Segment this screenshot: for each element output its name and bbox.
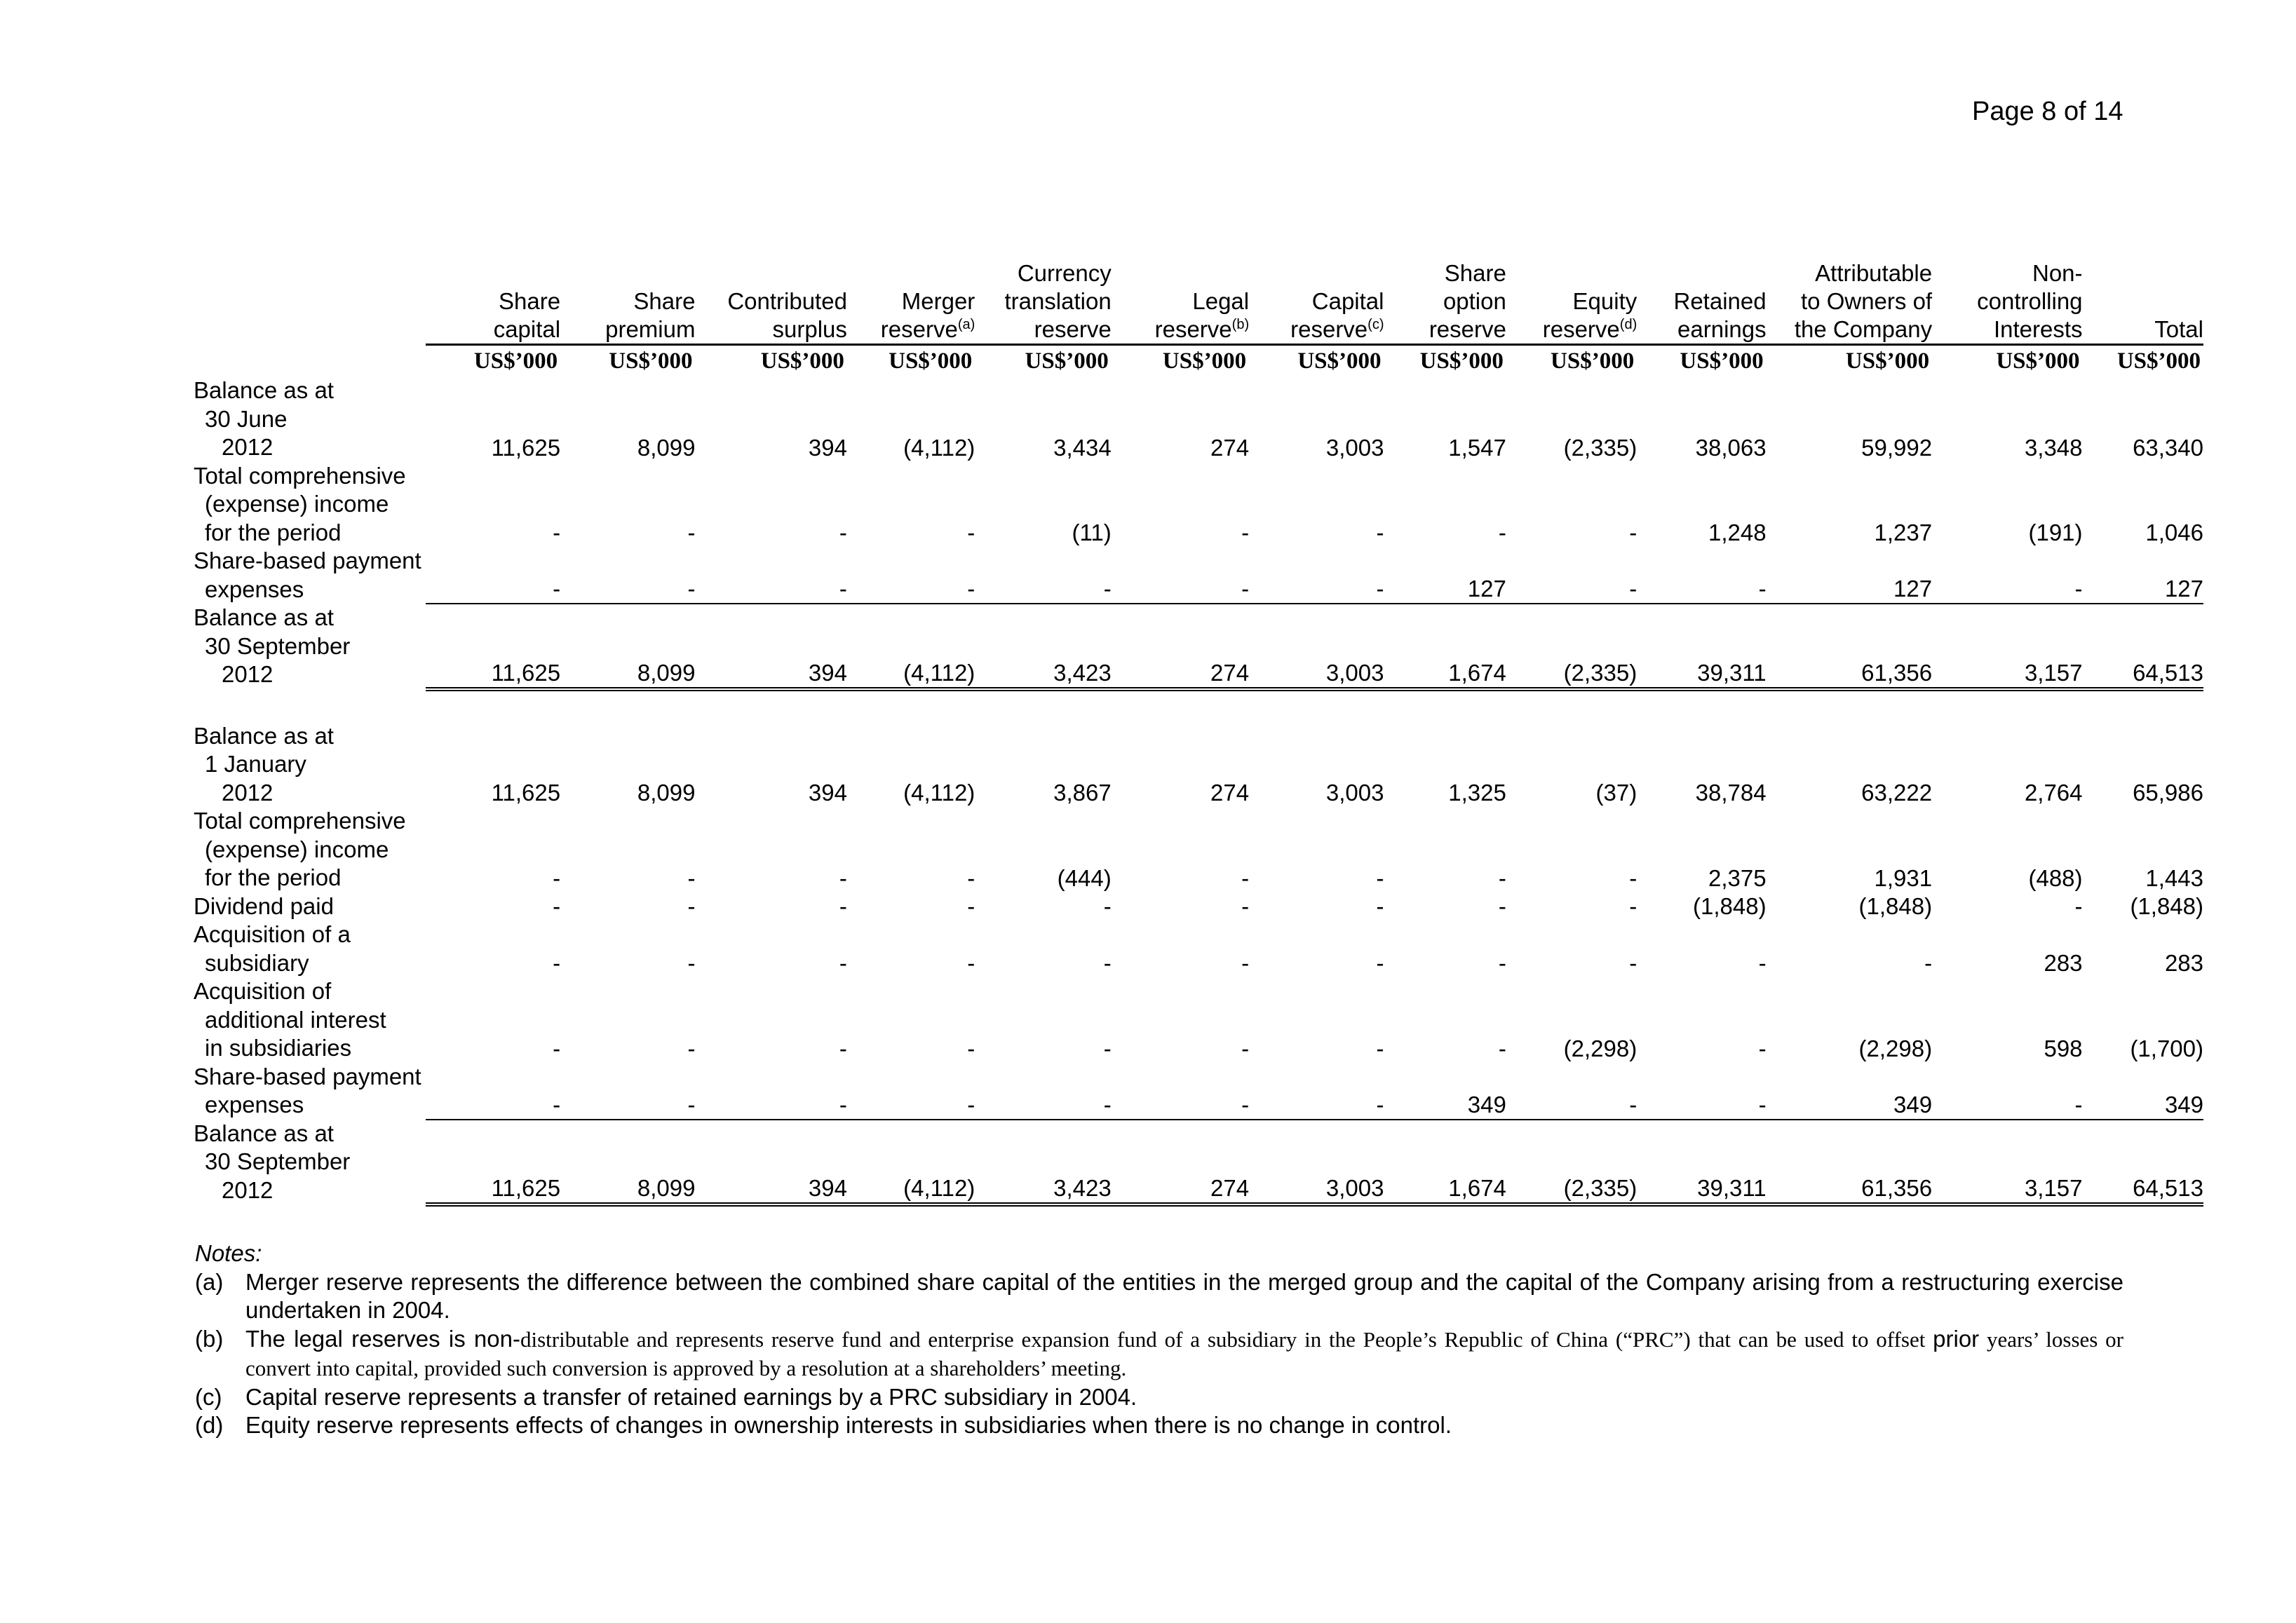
table-cell: - [687, 864, 696, 891]
table-cell: - [847, 1063, 975, 1120]
header-label-cell [194, 259, 426, 345]
column-header [1506, 259, 1637, 345]
table-cell: 274 [1210, 434, 1250, 461]
table-cell: 38,784 [1695, 780, 1767, 806]
table-cell: - [1376, 520, 1384, 545]
table-cell: 3,003 [1325, 780, 1384, 806]
note-text: The legal reserves is non- [245, 1325, 520, 1352]
table-cell: 349 [1767, 1063, 1932, 1120]
row-label-line: Share-based payment [194, 1063, 421, 1089]
table-row [194, 547, 2203, 604]
column-header [426, 259, 560, 345]
table-cell: 349 [1384, 1063, 1506, 1120]
note-key: (a) [195, 1268, 224, 1295]
table-cell: - [1498, 864, 1506, 891]
table-cell: (1,848) [1693, 893, 1767, 919]
row-label [194, 547, 426, 604]
table-cell: 1,443 [2145, 864, 2203, 891]
row-label-line: in subsidiaries [205, 1035, 352, 1061]
table-cell: 3,423 [975, 1120, 1111, 1205]
row-label-line: Total comprehensive [194, 808, 406, 834]
table-cell: 1,248 [1708, 520, 1767, 545]
table-cell: - [553, 1035, 561, 1061]
table-cell: 1,931 [1874, 864, 1933, 891]
table-cell: (1,848) [1858, 893, 1933, 919]
gap-cell [194, 689, 2203, 722]
column-header-line [1112, 315, 1249, 344]
column-header-line: option [1443, 288, 1506, 314]
table-cell: - [560, 1063, 695, 1120]
note-key: (c) [195, 1383, 222, 1410]
row-label-line: expenses [205, 1092, 304, 1118]
table-cell: - [1241, 864, 1250, 891]
column-header-line: reserve [1034, 316, 1112, 342]
table-cell: (2,335) [1563, 434, 1637, 461]
unit-label: US$’000 [695, 345, 846, 377]
table-cell: (2,298) [1858, 1035, 1933, 1061]
table-cell: - [1637, 547, 1766, 604]
table-row [194, 892, 2203, 921]
table-cell: 1,674 [1384, 604, 1506, 689]
unit-label: US$’000 [1637, 345, 1766, 377]
row-label-line: (expense) income [205, 491, 389, 517]
row-label-line: 30 September [205, 632, 351, 659]
column-header-line: controlling [1977, 288, 2083, 314]
column-header-text: reserve [880, 316, 958, 342]
row-label-line: Total comprehensive [194, 462, 406, 489]
table-cell: 394 [695, 1120, 846, 1205]
table-cell: 11,625 [491, 434, 561, 461]
table-cell: 63,222 [1861, 780, 1933, 806]
table-cell: - [1924, 950, 1933, 976]
table-cell: - [967, 864, 975, 891]
notes [195, 1240, 2123, 1440]
column-header-line: surplus [772, 316, 847, 342]
unit-label: US$’000 [1506, 345, 1637, 377]
table-row [194, 921, 2203, 977]
column-header [1932, 259, 2082, 345]
table-cell: - [695, 547, 846, 604]
table-cell: - [1932, 1063, 2082, 1120]
table-cell: 2,764 [2024, 780, 2083, 806]
table-cell: - [1758, 950, 1767, 976]
column-header-line: Share [1444, 260, 1506, 286]
table-cell: 8,099 [560, 604, 695, 689]
column-header-row [194, 259, 2203, 345]
column-header-line: Share [499, 288, 561, 314]
table-cell: 3,423 [975, 604, 1111, 689]
table-cell: 274 [1112, 604, 1249, 689]
column-header-text: reserve [1290, 316, 1368, 342]
table-cell: - [1376, 950, 1384, 976]
table-row [194, 1063, 2203, 1120]
table-cell: - [1506, 1063, 1637, 1120]
table-cell: 274 [1112, 1120, 1249, 1205]
footnote-marker: (c) [1368, 317, 1384, 332]
row-label-line: additional interest [205, 1006, 386, 1033]
table-cell: (2,335) [1506, 604, 1637, 689]
table-cell: - [553, 520, 561, 545]
row-label-line: for the period [205, 519, 342, 545]
table-cell: 283 [2164, 950, 2203, 976]
note-text: Equity reserve represents effects of changes in ownership interests in subsidiaries when there is no change in control. [245, 1412, 1452, 1438]
row-label-line: Share-based payment [194, 548, 421, 573]
row-label [194, 807, 426, 892]
row-label-line: expenses [205, 576, 304, 602]
note-b [195, 1325, 2123, 1383]
table-cell: (4,112) [903, 434, 975, 461]
table-cell: - [1629, 950, 1637, 976]
row-label [194, 1120, 426, 1205]
table-cell: 3,157 [1932, 604, 2082, 689]
column-header [1767, 259, 1932, 345]
note-text-serif: distributable and represents reserve fund and enterprise expansion fund of a subsidiary in the People’s Republic of China (“PRC”) that can be used to offset [520, 1326, 1933, 1352]
table-cell: 8,099 [637, 434, 696, 461]
notes-heading: Notes: [195, 1240, 262, 1266]
table-cell: - [839, 864, 847, 891]
table-cell: - [847, 547, 975, 604]
section-gap [194, 689, 2203, 722]
table-cell: (4,112) [847, 1120, 975, 1205]
note-text-serif: years’ losses or convert into capital, provided such conversion is approved by a resolution at a shareholders’ meeting. [245, 1326, 2123, 1380]
table-cell: - [687, 893, 696, 919]
table-cell: 8,099 [560, 1120, 695, 1205]
table-cell: - [839, 893, 847, 919]
table-cell: - [1637, 1063, 1766, 1120]
table-cell: - [1241, 950, 1250, 976]
table-cell: - [839, 520, 847, 545]
row-label-line: Balance as at [194, 722, 334, 749]
table-cell: 39,311 [1637, 604, 1766, 689]
table-cell: - [695, 1063, 846, 1120]
table-cell: 283 [2044, 950, 2083, 976]
column-header-line: Retained [1673, 288, 1767, 314]
note-key: (b) [195, 1325, 224, 1352]
table-cell: 349 [2083, 1063, 2203, 1120]
column-header-line: Share [633, 288, 696, 314]
table-cell: 59,992 [1861, 434, 1933, 461]
table-cell: - [1376, 1035, 1384, 1061]
column-header-line: translation [1004, 288, 1112, 314]
unit-label: US$’000 [847, 345, 975, 377]
table-cell: - [975, 547, 1111, 604]
column-header [975, 259, 1111, 345]
table-cell: 1,046 [2145, 520, 2203, 545]
table-cell: 598 [2044, 1035, 2083, 1061]
unit-label: US$’000 [1384, 345, 1506, 377]
row-label-line: for the period [205, 864, 342, 890]
table-cell: 274 [1210, 780, 1250, 806]
table-cell: - [1506, 547, 1637, 604]
table-cell: 3,348 [2024, 434, 2083, 461]
column-header-line: the Company [1794, 316, 1933, 342]
row-label-line: 2012 [222, 1176, 274, 1203]
row-label [194, 1063, 426, 1120]
table-cell: 61,356 [1767, 1120, 1932, 1205]
column-header-line: Capital [1311, 288, 1384, 314]
unit-blank-cell [194, 345, 426, 377]
table-cell: - [967, 950, 975, 976]
table-cell: 3,157 [1932, 1120, 2082, 1205]
row-label-line: 2012 [222, 434, 274, 460]
table-cell: 127 [2083, 547, 2203, 604]
table-cell: 3,003 [1249, 1120, 1384, 1205]
table-cell: 11,625 [491, 780, 561, 806]
table-cell: (37) [1595, 780, 1637, 806]
footnote-marker: (b) [1231, 317, 1250, 332]
table-cell: - [1241, 520, 1250, 545]
table-cell: - [1376, 864, 1384, 891]
table-cell: - [1241, 893, 1250, 919]
table-cell: - [553, 864, 561, 891]
table-cell: - [1112, 547, 1249, 604]
row-label-line: Acquisition of [194, 978, 332, 1004]
table-cell: (444) [1057, 864, 1112, 891]
column-header [2083, 259, 2203, 345]
column-header-line [1506, 315, 1637, 344]
column-header-line: Total [2154, 316, 2203, 342]
table-cell: - [967, 520, 975, 545]
note-text: Capital reserve represents a transfer of retained earnings by a PRC subsidiary in 2004. [245, 1383, 1137, 1410]
column-header-line: reserve [1429, 316, 1506, 342]
table-cell: 1,674 [1384, 1120, 1506, 1205]
row-label-line: Balance as at [194, 1120, 334, 1146]
table-cell: 3,003 [1325, 434, 1384, 461]
row-label [194, 921, 426, 977]
column-header-line: to Owners of [1801, 288, 1933, 314]
table-cell: 394 [808, 434, 847, 461]
row-label-line: 2012 [222, 661, 274, 687]
table-cell: - [560, 547, 695, 604]
table-cell: - [1103, 950, 1112, 976]
row-label [194, 462, 426, 548]
table-row [194, 1120, 2203, 1205]
unit-label: US$’000 [1932, 345, 2082, 377]
table-cell: - [1629, 520, 1637, 545]
table-cell: - [839, 1035, 847, 1061]
column-header-line: Merger [901, 288, 975, 314]
unit-label: US$’000 [560, 345, 695, 377]
table-cell: 1,325 [1448, 780, 1506, 806]
table-cell: - [687, 950, 696, 976]
table-cell: - [975, 1063, 1111, 1120]
column-header-line: Interests [1993, 316, 2083, 342]
table-cell: - [1629, 864, 1637, 891]
row-label-line: Dividend paid [194, 892, 334, 919]
row-label [194, 604, 426, 689]
table-cell: 64,513 [2083, 1120, 2203, 1205]
table-cell: - [1376, 893, 1384, 919]
unit-label: US$’000 [1112, 345, 1249, 377]
column-header-line: Contributed [727, 288, 847, 314]
table-cell: - [1498, 1035, 1506, 1061]
row-label-line: 1 January [205, 751, 306, 777]
column-header [695, 259, 846, 345]
table-row [194, 977, 2203, 1063]
table-cell: - [1758, 1035, 1767, 1061]
column-header [1637, 259, 1766, 345]
table-row [194, 376, 2203, 462]
column-header [560, 259, 695, 345]
table-cell: 127 [1384, 547, 1506, 604]
row-label [194, 892, 426, 921]
table-cell: - [1103, 893, 1112, 919]
row-label-line: Balance as at [194, 604, 334, 630]
column-header-line: Currency [1017, 260, 1112, 286]
table-cell: - [1932, 547, 2082, 604]
table-cell: 11,625 [426, 1120, 560, 1205]
note-text: prior [1933, 1325, 1980, 1352]
table-cell: - [1112, 1063, 1249, 1120]
table-cell: (2,298) [1563, 1035, 1637, 1061]
row-label-line: (expense) income [205, 836, 389, 862]
table-cell: - [1249, 1063, 1384, 1120]
table-row [194, 462, 2203, 548]
table-cell: 63,340 [2133, 434, 2203, 461]
column-header [1112, 259, 1249, 345]
column-header-line: earnings [1677, 316, 1767, 342]
table-cell: - [426, 547, 560, 604]
table-row [194, 807, 2203, 892]
table-cell: 64,513 [2083, 604, 2203, 689]
table-cell: (11) [1072, 520, 1112, 545]
table-cell: 3,434 [1053, 434, 1112, 461]
table-cell: - [839, 950, 847, 976]
table-cell: (488) [2028, 864, 2083, 891]
table-cell: 394 [695, 604, 846, 689]
unit-row [194, 345, 2203, 377]
row-label-line: 2012 [222, 779, 274, 806]
table-cell: 38,063 [1695, 434, 1767, 461]
row-label-line: 30 September [205, 1148, 351, 1174]
footnote-marker: (a) [957, 317, 975, 332]
column-header-line: Equity [1572, 288, 1637, 314]
table-cell: 2,375 [1708, 864, 1767, 891]
table-cell: (4,112) [847, 604, 975, 689]
table-cell: (1,848) [2130, 893, 2203, 919]
table-cell: - [1103, 1035, 1112, 1061]
table-cell: 1,547 [1448, 434, 1506, 461]
table-cell: - [687, 520, 696, 545]
table-cell: - [1629, 893, 1637, 919]
note-c [195, 1383, 2123, 1412]
table-cell: - [553, 950, 561, 976]
unit-label: US$’000 [426, 345, 560, 377]
table-row [194, 722, 2203, 808]
table-cell: 61,356 [1767, 604, 1932, 689]
column-header-line: capital [493, 316, 561, 342]
table-cell: - [687, 1035, 696, 1061]
column-header-text: reserve [1542, 316, 1620, 342]
row-label [194, 977, 426, 1063]
unit-label: US$’000 [1249, 345, 1384, 377]
table-cell: (1,700) [2130, 1035, 2203, 1061]
column-header-line [847, 315, 975, 344]
column-header [847, 259, 975, 345]
table-cell: - [426, 1063, 560, 1120]
unit-label: US$’000 [1767, 345, 1932, 377]
table-cell: - [1249, 547, 1384, 604]
table-cell: - [2074, 893, 2083, 919]
column-header-line: Attributable [1815, 260, 1933, 286]
table-cell: 39,311 [1637, 1120, 1766, 1205]
note-d [195, 1411, 2123, 1440]
column-header-line [1249, 315, 1384, 344]
statement-of-changes-in-equity [194, 259, 2203, 1207]
table-cell: - [967, 893, 975, 919]
table-cell: - [1241, 1035, 1250, 1061]
table-cell: 1,237 [1874, 520, 1933, 545]
table-cell: - [1498, 520, 1506, 545]
row-label-line: Balance as at [194, 377, 334, 403]
table-cell: 8,099 [637, 780, 696, 806]
table-cell: - [967, 1035, 975, 1061]
row-label-line: 30 June [205, 405, 288, 432]
table-cell: - [1498, 893, 1506, 919]
column-header-line: Legal [1192, 288, 1250, 314]
table-cell: 394 [808, 780, 847, 806]
column-header [1249, 259, 1384, 345]
note-text: Merger reserve represents the difference between the combined share capital of the entities in the merged group and the capital of the Company arising from a restructuring exercise undertaken in 2004. [245, 1268, 2123, 1323]
footnote-marker: (d) [1619, 317, 1637, 332]
note-key: (d) [195, 1412, 224, 1438]
table-cell: - [553, 893, 561, 919]
table-row [194, 604, 2203, 689]
column-header [1384, 259, 1506, 345]
table-cell: - [1498, 950, 1506, 976]
table-cell: 3,003 [1249, 604, 1384, 689]
row-label-line: Acquisition of a [194, 921, 351, 947]
column-header-line: premium [605, 316, 696, 342]
table-cell: (191) [2028, 520, 2083, 545]
table-cell: 127 [1767, 547, 1932, 604]
table-cell: (2,335) [1506, 1120, 1637, 1205]
table-cell: (4,112) [903, 780, 975, 806]
row-label-line: subsidiary [205, 949, 309, 976]
column-header-text: reserve [1154, 316, 1232, 342]
table-cell: 65,986 [2133, 780, 2203, 806]
row-label [194, 722, 426, 808]
table-cell: 3,867 [1053, 780, 1112, 806]
column-header-line: Non- [2032, 260, 2083, 286]
note-a [195, 1268, 2123, 1325]
page-number: Page 8 of 14 [1972, 97, 2123, 126]
unit-label: US$’000 [2083, 345, 2203, 377]
unit-label: US$’000 [975, 345, 1111, 377]
row-label [194, 376, 426, 462]
table-cell: 11,625 [426, 604, 560, 689]
